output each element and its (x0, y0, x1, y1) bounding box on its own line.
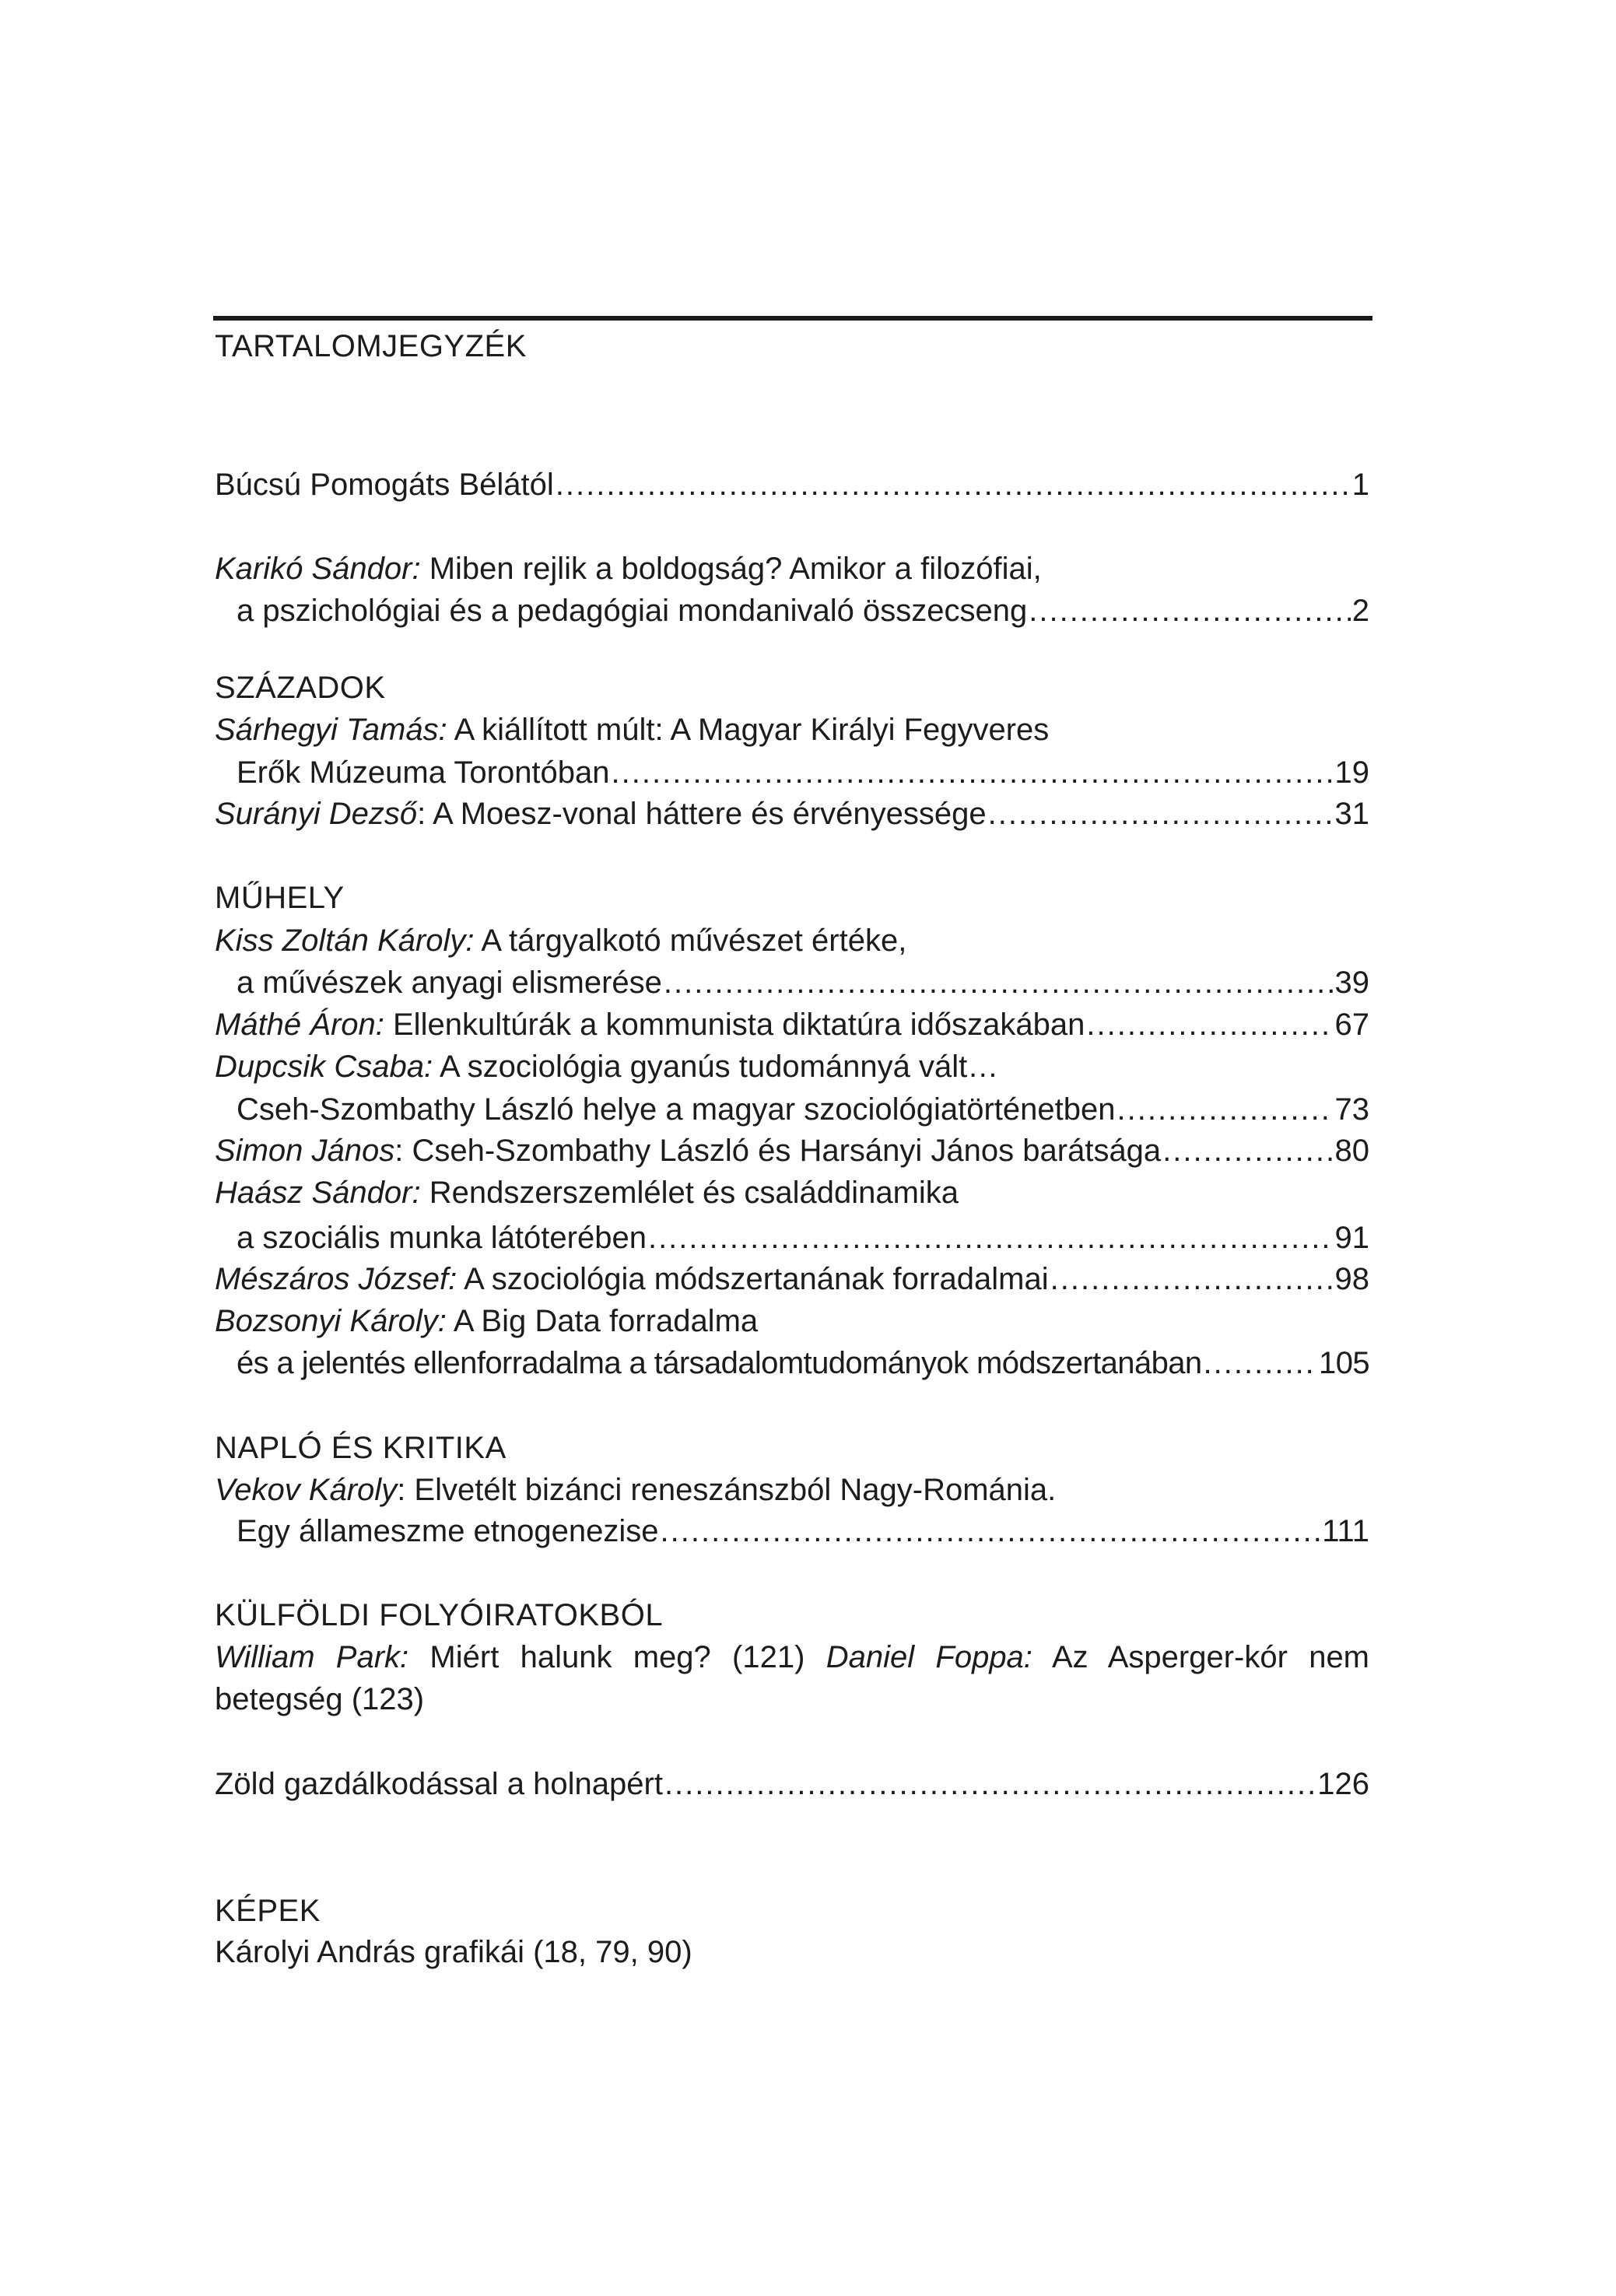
entry-title: Zöld gazdálkodással a holnapért (215, 1767, 663, 1801)
toc-entry-sarhegyi-cont[interactable] (215, 753, 1369, 792)
toc-entry-zold[interactable] (215, 1765, 1369, 1803)
dot-leader (988, 794, 1334, 833)
entry-author: Bozsonyi Károly: (215, 1304, 447, 1338)
toc-entry-bucsu[interactable] (215, 465, 1369, 504)
dot-leader (664, 1765, 1316, 1803)
entry-line (215, 1047, 998, 1086)
entry-title: Egy állameszme etnogenezise (237, 1514, 659, 1548)
section-szazadok (215, 668, 1369, 707)
entry-title: Az Asperger-kór nem (1032, 1640, 1370, 1674)
toc-entry-dupcsik[interactable] (215, 1047, 1369, 1086)
toc-entry-suranyi[interactable] (215, 794, 1369, 833)
page-number: 80 (1334, 1134, 1369, 1168)
page-number: 39 (1334, 966, 1369, 1000)
entry-author: Kiss Zoltán Károly: (215, 924, 475, 958)
entry-line (215, 921, 906, 960)
entry-title: Búcsú Pomogáts Bélától (215, 468, 554, 502)
entry-author: Sárhegyi Tamás: (215, 713, 447, 747)
toc-entry-kariko[interactable] (215, 549, 1369, 588)
toc-entry-meszaros[interactable] (215, 1260, 1369, 1299)
top-rule (213, 316, 1372, 321)
entry-title: A tárgyalkotó művészet értéke, (474, 924, 907, 958)
toc-entry-kulfoldi[interactable] (215, 1638, 1369, 1677)
entry-title: : A Moesz-vonal háttere és érvényessége (417, 797, 987, 831)
dot-leader (1162, 1131, 1333, 1170)
entry-line (215, 1005, 1085, 1044)
entry-title: Ellenkultúrák a kommunista diktatúra időszakában (384, 1008, 1085, 1042)
section-heading: KÉPEK (215, 1894, 321, 1928)
entry-line (215, 794, 987, 833)
dot-leader (556, 465, 1351, 504)
entry-line (215, 1173, 959, 1212)
section-heading: SZÁZADOK (215, 671, 386, 705)
section-kulfoldi (215, 1596, 1369, 1635)
entry-title: Károlyi András grafikái (18, 79, 90) (215, 1935, 692, 1969)
entry-title: Cseh-Szombathy László helye a magyar szociológiatörténetben (237, 1092, 1116, 1127)
entry-line (215, 1260, 1049, 1299)
page-number: 105 (1319, 1346, 1369, 1380)
entry-title: Erők Múzeuma Torontóban (237, 755, 610, 790)
page-number: 1 (1351, 468, 1369, 502)
dot-leader (648, 1218, 1334, 1257)
entry-line (215, 710, 1049, 749)
section-heading: MŰHELY (215, 881, 345, 915)
page-number: 2 (1351, 594, 1369, 628)
page-number: 31 (1334, 797, 1369, 831)
entry-title: betegség (123) (215, 1682, 425, 1716)
dot-leader (664, 963, 1334, 1002)
entry-title: Miben rejlik a boldogság? Amikor a filozófiai, (420, 552, 1042, 586)
toc-entry-kulfoldi-cont[interactable] (215, 1680, 1369, 1719)
entry-author: Simon János (215, 1134, 395, 1168)
toc-entry-haasz-cont[interactable] (215, 1218, 1369, 1257)
entry-author: William Park: (215, 1640, 409, 1674)
dot-leader (1029, 591, 1351, 630)
page-number: 73 (1334, 1092, 1369, 1127)
toc-entry-kiss-cont[interactable] (215, 963, 1369, 1002)
toc-entry-vekov-cont[interactable] (215, 1512, 1369, 1551)
entry-author: Haász Sándor: (215, 1176, 421, 1210)
toc-entry-simon[interactable] (215, 1131, 1369, 1170)
toc-entry-bozsonyi-cont[interactable] (215, 1344, 1369, 1383)
entry-title: Rendszerszemlélet és családdinamika (420, 1176, 959, 1210)
entry-line (215, 1302, 758, 1341)
toc-entry-kariko-cont[interactable] (215, 591, 1369, 630)
entry-title: és a jelentés ellenforradalma a társadalomtudományok módszertanában (237, 1346, 1202, 1380)
entry-author: Daniel Foppa: (826, 1640, 1032, 1674)
entry-author: Mészáros József: (215, 1262, 457, 1296)
section-muhely (215, 878, 1369, 917)
entry-line (215, 1470, 1056, 1509)
entry-line (215, 549, 1042, 588)
dot-leader (1086, 1005, 1333, 1044)
section-kepek (215, 1891, 1369, 1930)
dot-leader (1050, 1260, 1334, 1299)
entry-line (215, 1131, 1161, 1170)
entry-author: Dupcsik Csaba: (215, 1050, 433, 1084)
entry-title: : Cseh-Szombathy László és Harsányi János barátsága (394, 1134, 1162, 1168)
entry-title: a szociális munka látóterében (237, 1221, 647, 1255)
entry-author: Vekov Károly (215, 1473, 398, 1507)
entry-title: a művészek anyagi elismerése (237, 966, 662, 1000)
section-heading: NAPLÓ ÉS KRITIKA (215, 1431, 507, 1465)
section-heading: KÜLFÖLDI FOLYÓIRATOKBÓL (215, 1598, 664, 1632)
toc-entry-bozsonyi[interactable] (215, 1302, 1369, 1341)
entry-title: a pszichológiai és a pedagógiai mondanivaló összecseng (237, 594, 1028, 628)
dot-leader (612, 753, 1334, 792)
entry-title: : Elvetélt bizánci reneszánszból Nagy-Románia. (397, 1473, 1057, 1507)
page-number: 98 (1334, 1262, 1369, 1296)
dot-leader (1204, 1344, 1318, 1383)
page-number: 111 (1322, 1514, 1369, 1548)
toc-entry-sarhegyi[interactable] (215, 710, 1369, 749)
entry-title: A szociológia gyanús tudománnyá vált… (433, 1050, 999, 1084)
entry-title: A szociológia módszertanának forradalmai (457, 1262, 1049, 1296)
entry-author: Karikó Sándor: (215, 552, 421, 586)
toc-entry-kepek[interactable] (215, 1933, 1369, 1972)
toc-entry-mathe[interactable] (215, 1005, 1369, 1044)
toc-entry-dupcsik-cont[interactable] (215, 1090, 1369, 1129)
section-naplo (215, 1428, 1369, 1467)
dot-leader (1117, 1090, 1334, 1129)
entry-title: Miért halunk meg? (121) (408, 1640, 826, 1674)
entry-title: A Big Data forradalma (446, 1304, 759, 1338)
page-number: 91 (1334, 1221, 1369, 1255)
entry-title: A kiállított múlt: A Magyar Királyi Fegyveres (447, 713, 1050, 747)
dot-leader (661, 1512, 1321, 1551)
page-number: 126 (1317, 1767, 1369, 1801)
entry-author: Surányi Dezső (215, 797, 418, 831)
toc-entry-haasz[interactable] (215, 1173, 1369, 1212)
entry-author: Máthé Áron: (215, 1008, 384, 1042)
toc-entry-vekov[interactable] (215, 1470, 1369, 1509)
page-title-text: TARTALOMJEGYZÉK (215, 329, 527, 363)
page-number: 67 (1334, 1008, 1369, 1042)
toc-entry-kiss[interactable] (215, 921, 1369, 960)
page-title (215, 327, 1369, 366)
page-number: 19 (1334, 755, 1369, 790)
